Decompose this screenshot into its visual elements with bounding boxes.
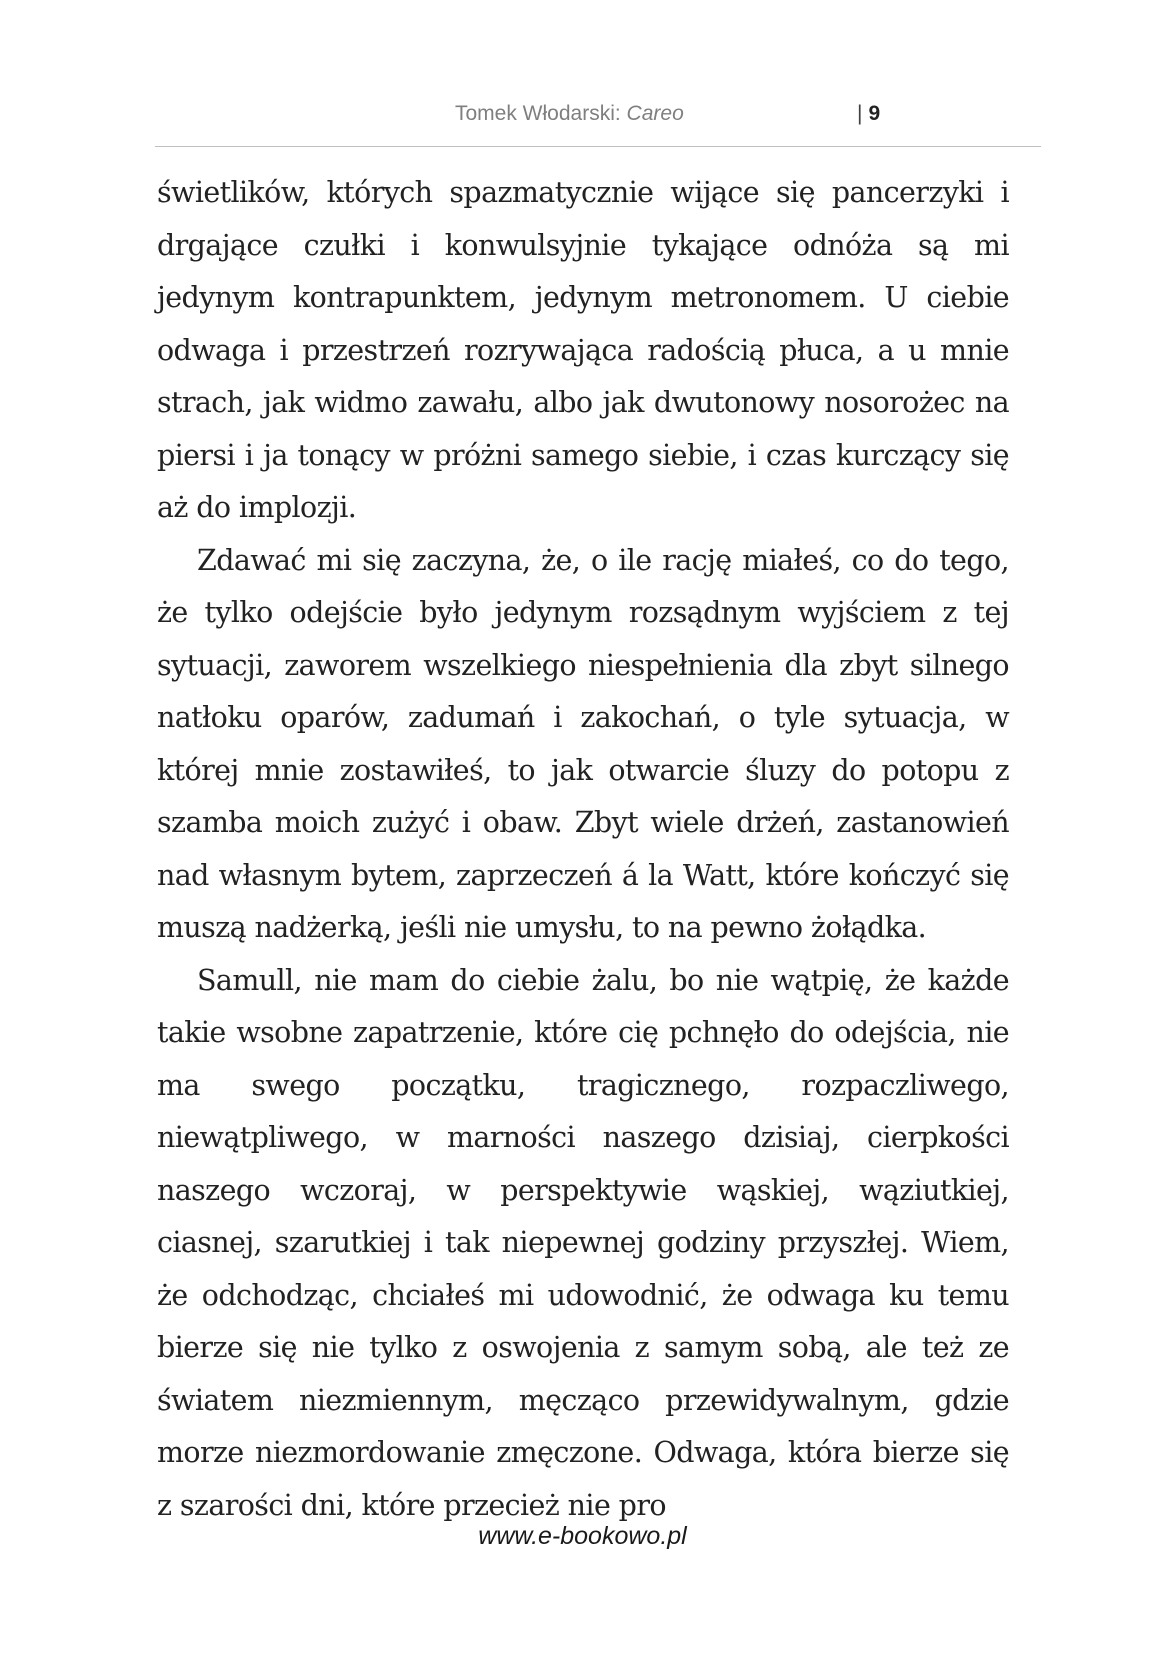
running-header — [155, 96, 1041, 132]
paragraph: Zdawać mi się zaczyna, że, o ile rację miałeś, co do tego, że tylko odejście było jedynym rozsądnym wyjściem z tej sytuacji, zaworem wszelkiego niespełnienia dla zbyt silnego natłoku oparów, zadumań i zakochań, o tyle sytuacja, w której mnie zostawiłeś, to jak otwarcie śluzy do potopu z szamba moich zużyć i obaw. Zbyt wiele drżeń, zastanowień nad własnym bytem, zaprzeczeń á la Watt, które kończyć się muszą nadżerką, jeśli nie umysłu, to na pewno żołądka. — [157, 543, 1009, 944]
header-author: Tomek Włodarski: — [455, 102, 621, 125]
header-rule — [155, 146, 1041, 147]
header-book-title: Careo — [626, 102, 684, 125]
body-text — [157, 167, 1009, 1532]
page-number-value: 9 — [868, 102, 881, 125]
paragraph: świetlików, których spazmatycznie wijące się pancerzyki i drgające czułki i konwulsyjnie tykające odnóża są mi jedynym kontrapunktem, jedynym metronomem. U ciebie odwaga i przestrzeń rozrywająca radością płuca, a u mnie strach, jak widmo zawału, albo jak dwutonowy nosorożec na piersi i ja tonący w próżni samego siebie, i czas kurczący się aż do implozji. — [157, 176, 1009, 524]
header-separator: | — [857, 102, 863, 125]
header-title — [455, 102, 684, 126]
footer-url: www.e-bookowo.pl — [478, 1522, 687, 1550]
paragraph: Samull, nie mam do ciebie żalu, bo nie wątpię, że każde takie wsobne zapatrzenie, które cię pchnęło do odejścia, nie ma swego początku, tragicznego, rozpaczliwego, niewątpliwego, w marności naszego dzisiaj, cierpkości naszego wczoraj, w perspektywie wąskiej, wąziutkiej, ciasnej, szarutkiej i tak niepewnej godziny przyszłej. Wiem, że odchodząc, chciałeś mi udowodnić, że odwaga ku temu bierze się nie tylko z oswojenia z samym sobą, ale też ze światem niezmiennym, męcząco przewidywalnym, gdzie morze niezmordowanie zmęczone. Odwaga, która bierze się z szarości dni, które przecież nie pro — [157, 963, 1009, 1522]
page-number — [857, 102, 880, 126]
